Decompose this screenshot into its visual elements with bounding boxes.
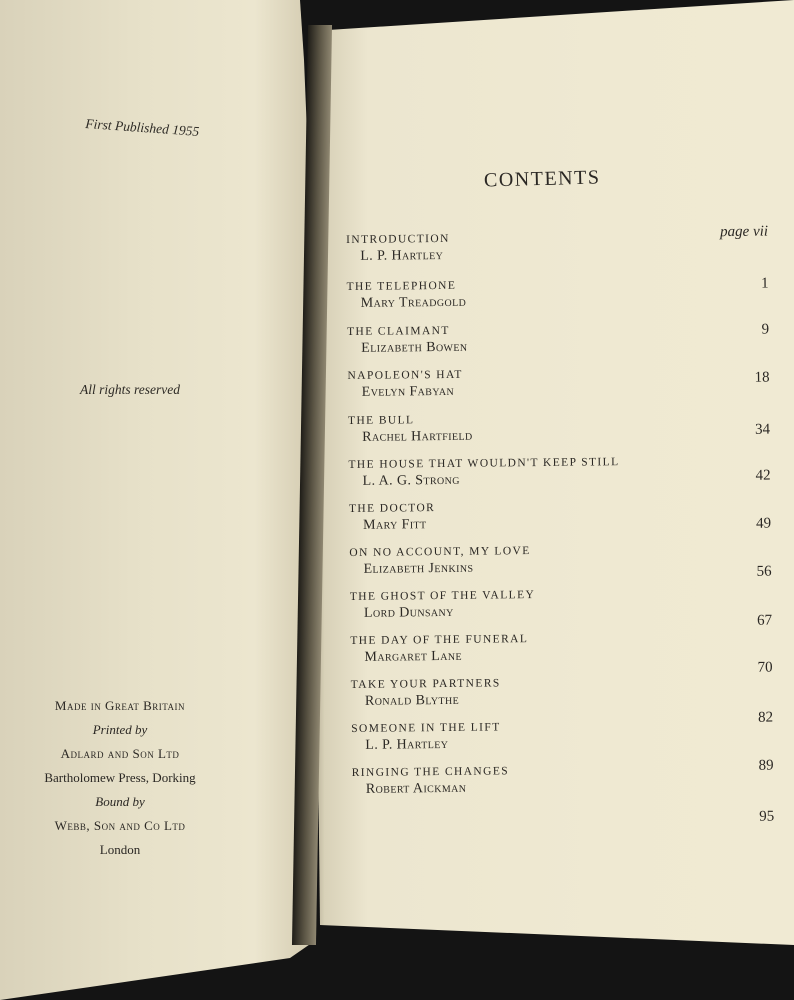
- made-in-line: Made in Great Britain: [54, 698, 186, 713]
- imprint-block: [20, 694, 220, 862]
- page-number: 67: [757, 612, 773, 629]
- rights-line: All rights reserved: [80, 382, 180, 397]
- printer-location: Bartholomew Press, Dorking: [44, 770, 196, 785]
- entry-author: Elizabeth Bowen: [361, 339, 468, 356]
- entry-title: NAPOLEON'S HAT: [347, 368, 463, 382]
- toc-entry: [349, 542, 789, 578]
- entry-title: THE TELEPHONE: [346, 279, 457, 293]
- entry-title: THE DOCTOR: [348, 502, 436, 515]
- entry-author: L. A. G. Strong: [362, 472, 460, 489]
- entry-author: Robert Aickman: [365, 780, 467, 797]
- binder-name: Webb, Son and Co Ltd: [54, 818, 186, 833]
- entry-title: SOMEONE IN THE LIFT: [351, 721, 501, 735]
- entry-title: THE DAY OF THE FUNERAL: [350, 633, 529, 647]
- toc-entry: [350, 630, 790, 666]
- bound-by-label: Bound by: [95, 794, 145, 809]
- page-number: 49: [756, 515, 772, 532]
- entry-title: THE HOUSE THAT WOULDN'T KEEP STILL: [348, 456, 620, 471]
- entry-title: RINGING THE CHANGES: [351, 765, 510, 779]
- toc-entry: [349, 498, 789, 534]
- entry-title: THE CLAIMANT: [347, 324, 450, 338]
- entry-author: Lord Dunsany: [363, 604, 454, 621]
- entry-author: Mary Fitt: [363, 517, 427, 533]
- binder-location: London: [99, 842, 141, 857]
- page-number: 34: [755, 421, 771, 438]
- entry-title: THE GHOST OF THE VALLEY: [349, 589, 536, 603]
- page-number: 56: [756, 563, 772, 580]
- toc-entry: [351, 674, 791, 710]
- printer-name: Adlard and Son Ltd: [60, 746, 180, 761]
- page-label: page vii: [720, 223, 769, 241]
- toc-entry: [352, 762, 792, 798]
- entry-title: THE BULL: [347, 414, 415, 427]
- toc-entry: [348, 454, 788, 490]
- toc-entry: [346, 229, 786, 265]
- page-number: 70: [757, 659, 773, 676]
- contents-heading: CONTENTS: [483, 166, 601, 192]
- entry-title: ON NO ACCOUNT, MY LOVE: [349, 545, 531, 559]
- toc-entry: [351, 718, 791, 754]
- page-number: 89: [758, 757, 774, 774]
- toc-entry: [347, 276, 787, 312]
- page-number: 18: [754, 369, 770, 386]
- toc-entry: [348, 410, 788, 446]
- page-number: 82: [758, 709, 774, 726]
- entry-author: L. P. Hartley: [360, 247, 444, 264]
- page-number: 1: [761, 275, 769, 292]
- entry-title: TAKE YOUR PARTNERS: [350, 677, 501, 691]
- entry-author: Rachel Hartfield: [362, 428, 473, 445]
- toc-entry: [350, 586, 790, 622]
- page-number: 42: [755, 467, 771, 484]
- entry-author: Margaret Lane: [364, 648, 463, 665]
- entry-author: Ronald Blythe: [364, 692, 460, 709]
- entry-author: Mary Treadgold: [360, 294, 467, 311]
- entry-title: INTRODUCTION: [346, 232, 450, 246]
- toc-entry: [347, 321, 787, 357]
- entry-author: L. P. Hartley: [365, 736, 449, 753]
- printed-by-label: Printed by: [92, 722, 148, 737]
- toc-entry: [347, 365, 787, 401]
- entry-author: Elizabeth Jenkins: [363, 560, 474, 577]
- page-number: 9: [761, 321, 770, 338]
- entry-author: Evelyn Fabyan: [361, 383, 455, 400]
- page-number: 95: [759, 808, 775, 825]
- first-published-line: First Published 1955: [84, 116, 200, 139]
